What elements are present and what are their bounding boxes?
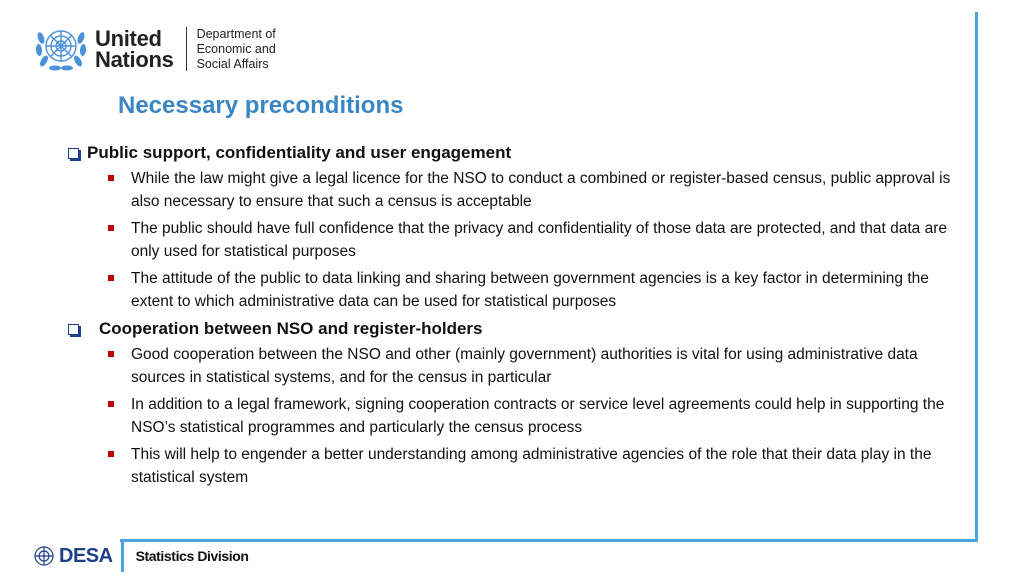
department-name	[197, 27, 276, 72]
list-item	[108, 393, 973, 439]
list-item-text: The attitude of the public to data linking and sharing between government agencies is a key factor in determining the extent to which administrative data can be used for statistical purposes	[131, 270, 929, 310]
frame-bottom-border	[120, 539, 978, 542]
desa-emblem-icon	[33, 545, 55, 567]
un-word-line2: Nations	[95, 47, 174, 72]
list-item	[108, 167, 973, 213]
square-bullet-icon	[108, 225, 114, 231]
list-item-text: While the law might give a legal licence for the NSO to conduct a combined or register-based census, public approval is also necessary to ensure that such a census is acceptable	[131, 170, 951, 210]
department-line3: Social Affairs	[196, 56, 269, 71]
section-heading-cooperation	[68, 317, 973, 341]
list-item	[108, 267, 973, 313]
frame-right-border	[975, 12, 978, 542]
bullet-list-public-support	[68, 167, 973, 313]
desa-wordmark: DESA	[59, 544, 113, 567]
checkbox-bullet-icon	[68, 324, 79, 335]
un-emblem-icon	[33, 24, 89, 74]
list-item-text: The public should have full confidence that the privacy and confidentiality of those data are protected, and that data are only used for statistical purposes	[131, 220, 948, 260]
list-item-text: This will help to engender a better understanding among administrative agencies of the role that their data play in the statistical system	[131, 446, 932, 486]
checkbox-bullet-icon	[68, 148, 79, 159]
un-wordmark	[95, 28, 174, 70]
slide-content	[68, 141, 973, 493]
un-desa-logo	[33, 24, 276, 74]
slide-title: Necessary preconditions	[118, 92, 404, 119]
section-heading-public-support	[68, 141, 973, 165]
division-name: Statistics Division	[135, 548, 249, 564]
bullet-list-cooperation	[68, 343, 973, 489]
footer	[33, 540, 249, 572]
department-line1: Department of	[196, 26, 276, 41]
square-bullet-icon	[108, 351, 114, 357]
list-item-text: Good cooperation between the NSO and other (mainly government) authorities is vital for using administrative data sources in statistical systems, and for the census in particular	[131, 346, 918, 386]
square-bullet-icon	[108, 451, 114, 457]
list-item	[108, 217, 973, 263]
list-item-text: In addition to a legal framework, signing cooperation contracts or service level agreements could help in supporting the NSO’s statistical programmes and particularly the census process	[131, 396, 945, 436]
un-word-line1: United	[95, 26, 162, 51]
logo-divider	[186, 27, 187, 71]
list-item	[108, 443, 973, 489]
section-heading-text: Public support, confidentiality and user engagement	[87, 143, 512, 162]
section-heading-text: Cooperation between NSO and register-holders	[99, 319, 483, 338]
square-bullet-icon	[108, 275, 114, 281]
square-bullet-icon	[108, 175, 114, 181]
footer-divider	[121, 540, 124, 572]
department-line2: Economic and	[196, 41, 276, 56]
square-bullet-icon	[108, 401, 114, 407]
list-item	[108, 343, 973, 389]
